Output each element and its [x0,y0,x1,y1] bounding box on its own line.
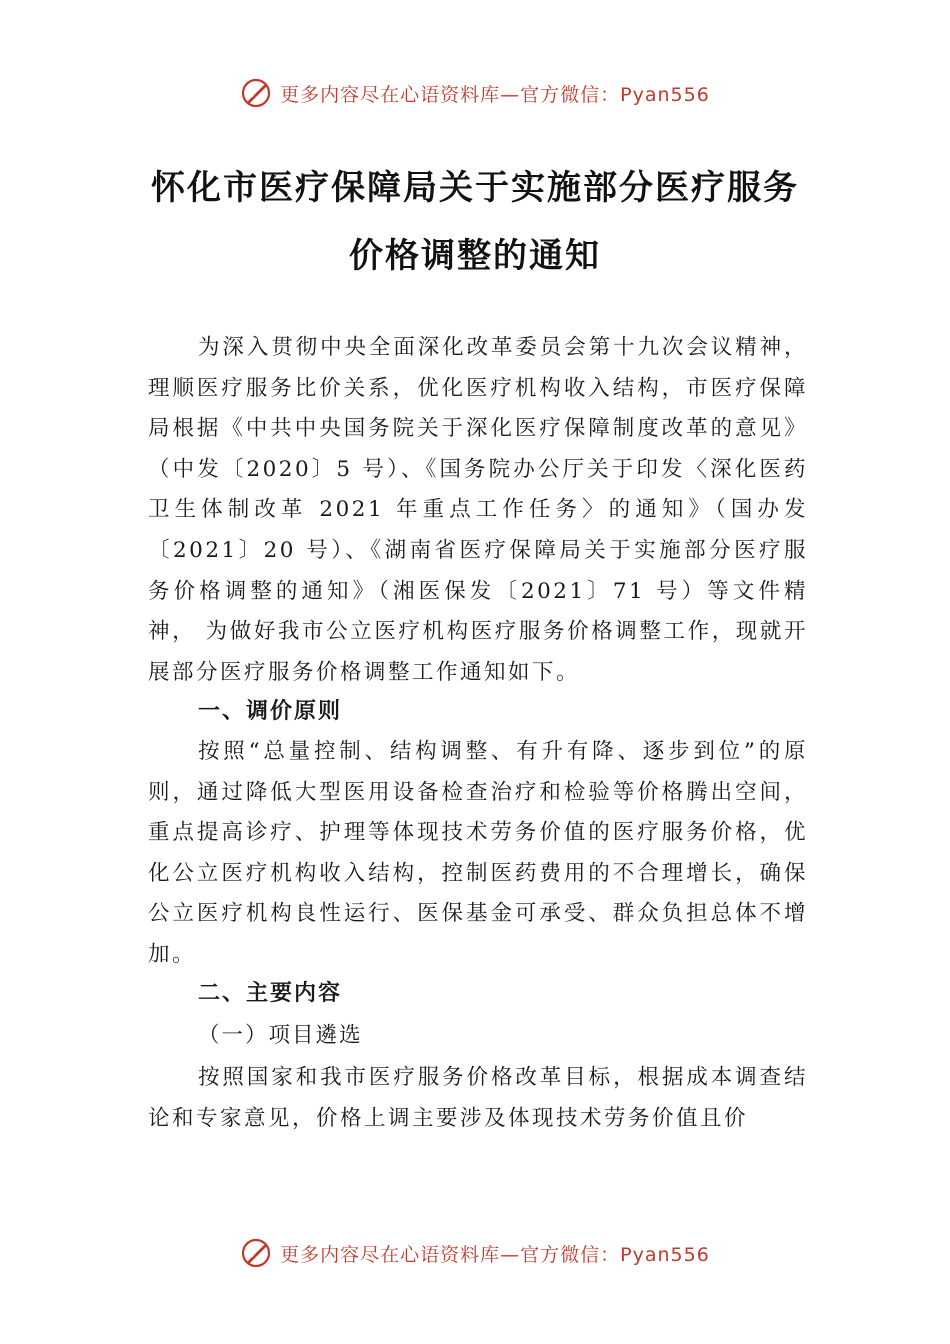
document-title-line-2: 价格调整的通知 [349,236,601,276]
watermark-text: 更多内容尽在心语资料库—官方微信：Pyan556 [280,1243,710,1266]
quill-seal-icon [240,77,272,109]
document-title-line-1: 怀化市医疗保障局关于实施部分医疗服务 [151,168,799,208]
subsection-1-paragraph: 按照国家和我市医疗服务价格改革目标，根据成本调查结论和专家意见，价格上调主要涉及体现技术劳务价值且价 [148,1065,808,1131]
quill-seal-icon [240,1237,272,1269]
watermark-banner-bottom [0,1233,950,1273]
section-1-paragraph: 按照“总量控制、结构调整、有升有降、逐步到位”的原则，通过降低大型医用设备检查治疗和检验等价格腾出空间，重点提高诊疗、护理等体现技术劳务价值的医疗服务价格，优化公立医疗机构收入结构，控制医药费用的不合理增长，确保公立医疗机构良性运行、医保基金可承受、群众负担总体不增加。 [148,739,808,967]
section-2-heading: 二、主要内容 [198,981,343,1006]
section-1-heading: 一、调价原则 [198,699,343,724]
intro-paragraph: 为深入贯彻中央全面深化改革委员会第十九次会议精神，理顺医疗服务比价关系，优化医疗机构收入结构，市医疗保障局根据《中共中央国务院关于深化医疗保障制度改革的意见》（中发〔2020〕5 号）、《国务院办公厅关于印发〈深化医药卫生体制改革 2021 年重点工作任务〉的通知》（国办发〔2021〕20 号）、《湖南省医疗保障局关于实施部分医疗服务价格调整的通知》（湘医保发〔2021〕71 号）等文件精神， 为做好我市公立医疗机构医疗服务价格调整工作，现就开展部分医疗服务价格调整工作通知如下。 [148,335,808,685]
watermark-text: 更多内容尽在心语资料库—官方微信：Pyan556 [280,83,710,106]
subsection-1-heading: （一）项目遴选 [198,1023,363,1048]
watermark-banner-top [0,73,950,113]
